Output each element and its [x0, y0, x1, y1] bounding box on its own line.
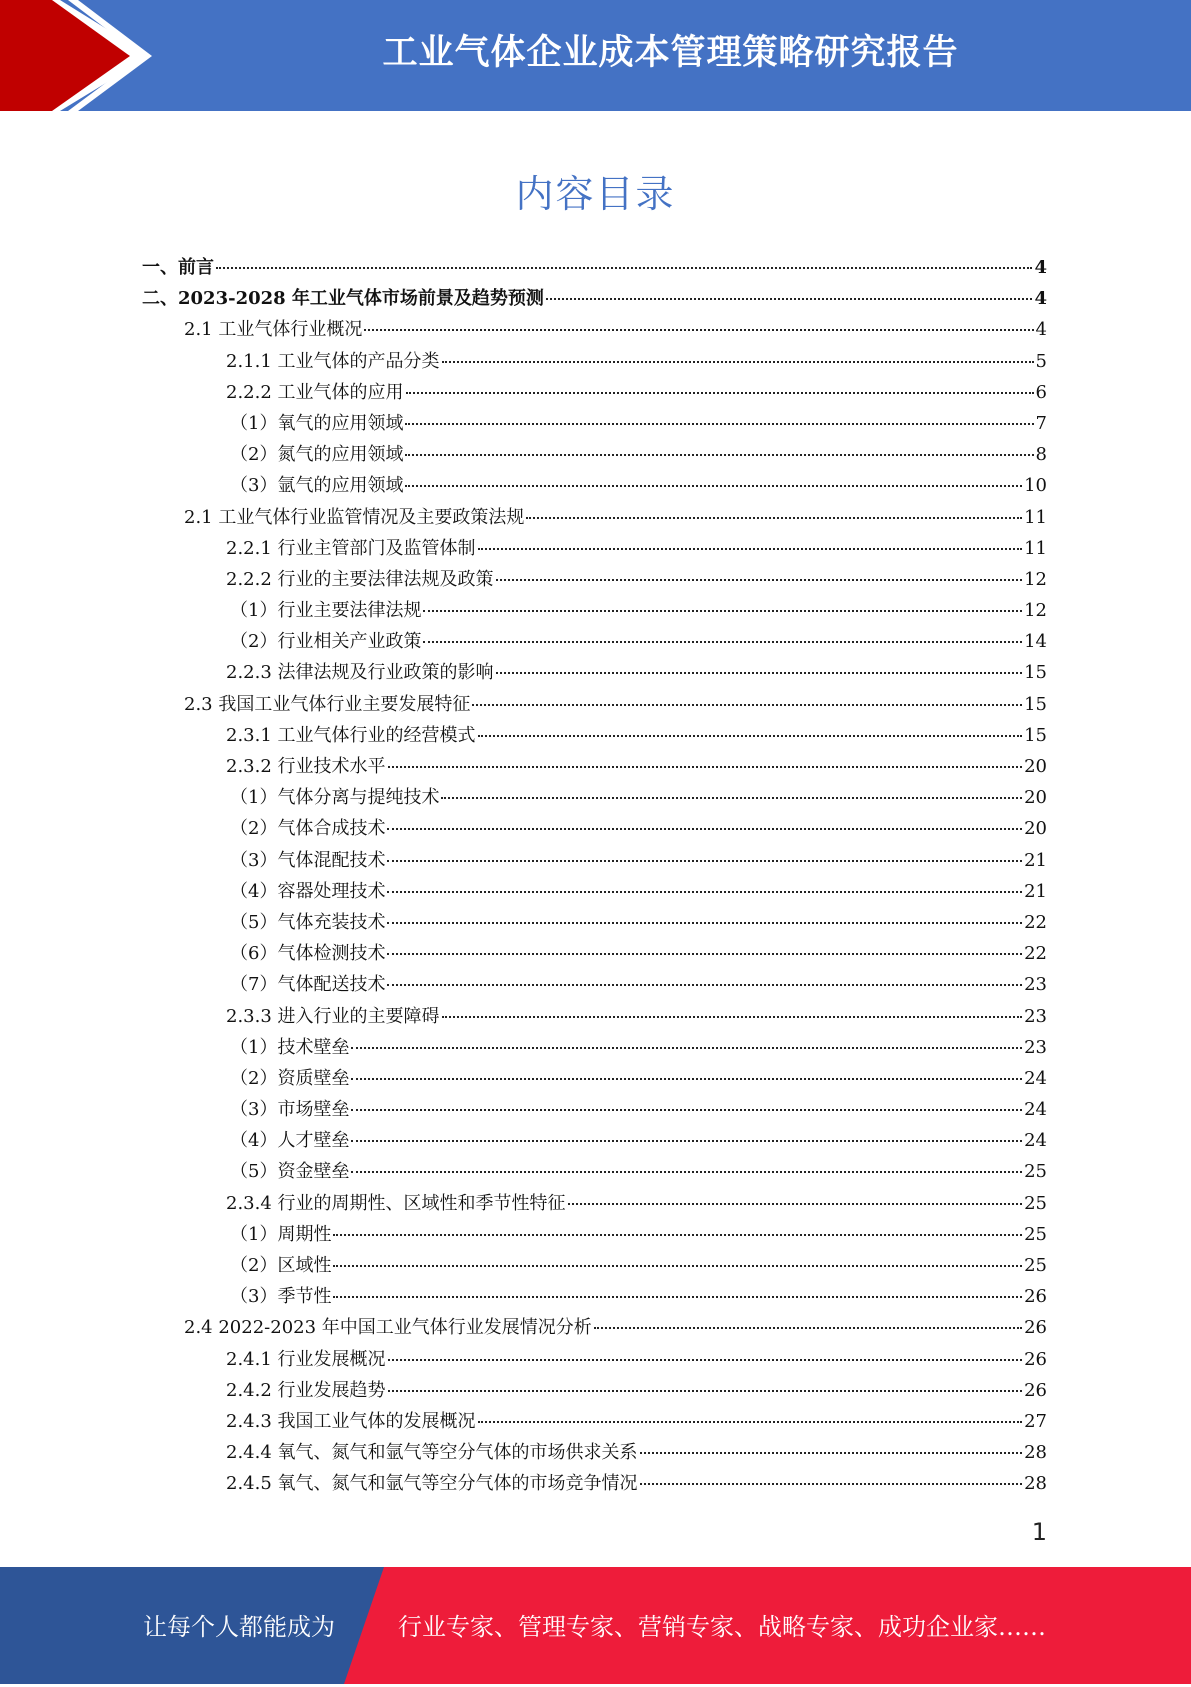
toc-entry-label: （2）行业相关产业政策: [230, 631, 422, 653]
toc-entry-label: （1）行业主要法律法规: [230, 600, 422, 622]
toc-dot-leader: [423, 641, 1022, 643]
toc-entry[interactable]: [142, 970, 1047, 1001]
toc-entry-page: 6: [1035, 381, 1047, 403]
toc-entry-page: 14: [1024, 631, 1047, 653]
toc-entry[interactable]: [142, 1189, 1047, 1220]
toc-entry-label: 2.1 工业气体行业概况: [184, 319, 363, 341]
toc-entry[interactable]: [142, 1251, 1047, 1282]
toc-entry-label: （4）人才壁垒: [230, 1130, 350, 1152]
toc-entry-page: 8: [1035, 444, 1047, 466]
page-number: 1: [1031, 1518, 1047, 1546]
toc-entry-label: （4）容器处理技术: [230, 880, 386, 902]
toc-entry-page: 25: [1024, 1192, 1047, 1214]
page-footer: [0, 1567, 1191, 1684]
toc-dot-leader: [442, 1016, 1023, 1018]
toc-dot-leader: [333, 1296, 1022, 1298]
toc-dot-leader: [594, 1327, 1022, 1329]
toc-entry[interactable]: [142, 1220, 1047, 1251]
toc-dot-leader: [351, 1140, 1022, 1142]
toc-dot-leader: [216, 267, 1032, 269]
toc-entry[interactable]: [142, 939, 1047, 970]
toc-entry[interactable]: [142, 565, 1047, 596]
toc-entry-page: 26: [1024, 1317, 1047, 1339]
toc-entry-page: 25: [1024, 1161, 1047, 1183]
toc-entry-page: 22: [1024, 943, 1047, 965]
toc-entry-label: 2.4.3 我国工业气体的发展概况: [226, 1410, 476, 1432]
toc-entry-page: 11: [1024, 537, 1047, 559]
toc-dot-leader: [388, 766, 1023, 768]
toc-dot-leader: [406, 392, 1034, 394]
toc-dot-leader: [387, 828, 1022, 830]
toc-dot-leader: [333, 1234, 1022, 1236]
toc-entry[interactable]: [142, 471, 1047, 502]
toc-dot-leader: [405, 454, 1033, 456]
toc-entry[interactable]: [142, 846, 1047, 877]
toc-entry-label: （1）周期性: [230, 1223, 332, 1245]
toc-entry[interactable]: [142, 534, 1047, 565]
toc-entry-label: 2.3 我国工业气体行业主要发展特征: [184, 693, 471, 715]
toc-entry[interactable]: [142, 814, 1047, 845]
toc-entry-label: 2.4 2022-2023 年中国工业气体行业发展情况分析: [184, 1317, 592, 1339]
toc-entry[interactable]: [142, 503, 1047, 534]
toc-entry-label: 2.3.3 进入行业的主要障碍: [226, 1005, 440, 1027]
toc-entry[interactable]: [142, 1313, 1047, 1344]
toc-dot-leader: [526, 517, 1022, 519]
toc-entry[interactable]: [142, 721, 1047, 752]
toc-entry[interactable]: [142, 1407, 1047, 1438]
toc-entry-page: 28: [1024, 1442, 1047, 1464]
toc-entry-label: （3）市场壁垒: [230, 1099, 350, 1121]
toc-entry[interactable]: [142, 690, 1047, 721]
toc-entry-page: 21: [1024, 880, 1047, 902]
toc-entry[interactable]: [142, 1033, 1047, 1064]
toc-entry-page: 25: [1024, 1223, 1047, 1245]
toc-dot-leader: [351, 1047, 1022, 1049]
toc-entry-label: 2.1 工业气体行业监管情况及主要政策法规: [184, 506, 525, 528]
toc-entry[interactable]: [142, 284, 1047, 315]
page-header: [0, 0, 1191, 111]
toc-dot-leader: [333, 1265, 1022, 1267]
toc-entry-label: 2.2.2 行业的主要法律法规及政策: [226, 568, 494, 590]
toc-entry-label: 2.2.2 工业气体的应用: [226, 381, 404, 403]
toc-entry-label: 2.3.1 工业气体行业的经营模式: [226, 724, 476, 746]
toc-dot-leader: [441, 797, 1022, 799]
toc-dot-leader: [405, 485, 1022, 487]
toc-dot-leader: [405, 423, 1033, 425]
table-of-contents: [142, 253, 1047, 1501]
toc-entry-page: 24: [1024, 1067, 1047, 1089]
toc-entry[interactable]: [142, 1376, 1047, 1407]
toc-entry-label: （1）技术壁垒: [230, 1036, 350, 1058]
toc-dot-leader: [640, 1483, 1023, 1485]
toc-dot-leader: [423, 610, 1022, 612]
toc-entry-page: 26: [1024, 1286, 1047, 1308]
toc-entry-page: 5: [1035, 350, 1047, 372]
toc-dot-leader: [568, 1203, 1023, 1205]
toc-entry-page: 12: [1024, 568, 1047, 590]
toc-entry-page: 15: [1024, 662, 1047, 684]
toc-dot-leader: [387, 860, 1022, 862]
toc-dot-leader: [478, 548, 1023, 550]
toc-entry[interactable]: [142, 1002, 1047, 1033]
toc-dot-leader: [364, 329, 1033, 331]
toc-entry[interactable]: [142, 1157, 1047, 1188]
toc-entry-page: 26: [1024, 1379, 1047, 1401]
toc-dot-leader: [387, 891, 1022, 893]
toc-entry-label: （3）气体混配技术: [230, 849, 386, 871]
toc-entry-label: 2.1.1 工业气体的产品分类: [226, 350, 440, 372]
toc-entry-label: 2.4.1 行业发展概况: [226, 1348, 386, 1370]
toc-entry-page: 4: [1035, 319, 1047, 341]
toc-entry-label: （1）氧气的应用领域: [230, 412, 404, 434]
toc-entry-label: （6）气体检测技术: [230, 943, 386, 965]
toc-entry[interactable]: [142, 378, 1047, 409]
toc-entry-page: 23: [1024, 974, 1047, 996]
toc-entry-page: 25: [1024, 1255, 1047, 1276]
toc-entry[interactable]: [142, 1469, 1047, 1500]
toc-entry-page: 24: [1024, 1130, 1047, 1152]
toc-entry-page: 28: [1024, 1473, 1047, 1495]
toc-entry-page: 23: [1024, 1005, 1047, 1027]
toc-dot-leader: [496, 672, 1023, 674]
toc-entry[interactable]: [142, 783, 1047, 814]
toc-dot-leader: [496, 579, 1023, 581]
toc-entry-page: 22: [1024, 911, 1047, 933]
footer-slogan-left: 让每个人都能成为: [143, 1613, 335, 1641]
toc-entry-label: 2.3.2 行业技术水平: [226, 756, 386, 777]
toc-entry-page: 15: [1024, 724, 1047, 746]
toc-entry-page: 20: [1024, 787, 1047, 809]
toc-entry[interactable]: [142, 627, 1047, 658]
toc-entry[interactable]: [142, 908, 1047, 939]
toc-entry-label: 二、2023-2028 年工业气体市场前景及趋势预测: [142, 288, 544, 310]
toc-entry-label: （3）氩气的应用领域: [230, 475, 404, 497]
report-title: 工业气体企业成本管理策略研究报告: [382, 33, 959, 73]
toc-entry-label: （2）气体合成技术: [230, 818, 386, 840]
toc-entry[interactable]: [142, 315, 1047, 346]
toc-entry-label: （2）区域性: [230, 1255, 332, 1276]
toc-entry[interactable]: [142, 347, 1047, 378]
toc-entry[interactable]: [142, 1126, 1047, 1157]
toc-entry[interactable]: [142, 409, 1047, 440]
toc-entry[interactable]: [142, 877, 1047, 908]
toc-dot-leader: [478, 735, 1023, 737]
toc-entry-page: 26: [1024, 1348, 1047, 1370]
toc-entry-page: 21: [1024, 849, 1047, 871]
toc-entry-label: 一、前言: [142, 257, 214, 278]
toc-dot-leader: [387, 922, 1022, 924]
toc-entry-page: 24: [1024, 1099, 1047, 1121]
toc-entry-page: 11: [1024, 506, 1047, 528]
toc-entry-page: 4: [1034, 257, 1047, 278]
toc-entry-page: 10: [1024, 475, 1047, 497]
toc-dot-leader: [442, 361, 1034, 363]
toc-entry-label: （2）氮气的应用领域: [230, 444, 404, 466]
toc-entry[interactable]: [142, 1345, 1047, 1376]
toc-dot-leader: [472, 704, 1022, 706]
toc-entry-label: 2.2.3 法律法规及行业政策的影响: [226, 662, 494, 684]
footer-slogan-right: 行业专家、管理专家、营销专家、战略专家、成功企业家……: [398, 1613, 1046, 1641]
toc-entry[interactable]: [142, 1064, 1047, 1095]
toc-dot-leader: [388, 1359, 1023, 1361]
toc-entry[interactable]: [142, 253, 1047, 284]
toc-entry-label: 2.3.4 行业的周期性、区域性和季节性特征: [226, 1192, 566, 1214]
toc-entry-page: 20: [1024, 756, 1047, 777]
toc-entry-label: （5）气体充装技术: [230, 911, 386, 933]
toc-entry-label: （7）气体配送技术: [230, 974, 386, 996]
toc-entry[interactable]: [142, 596, 1047, 627]
toc-entry-page: 23: [1024, 1036, 1047, 1058]
toc-entry-label: 2.4.4 氧气、氮气和氩气等空分气体的市场供求关系: [226, 1442, 638, 1464]
toc-entry-label: （3）季节性: [230, 1286, 332, 1308]
toc-entry[interactable]: [142, 658, 1047, 689]
toc-entry-label: （5）资金壁垒: [230, 1161, 350, 1183]
toc-dot-leader: [640, 1452, 1023, 1454]
toc-entry-page: 7: [1035, 412, 1047, 434]
toc-entry-page: 4: [1034, 288, 1047, 310]
toc-entry-label: 2.4.5 氧气、氮气和氩气等空分气体的市场竞争情况: [226, 1473, 638, 1495]
toc-dot-leader: [387, 984, 1022, 986]
toc-entry[interactable]: [142, 1438, 1047, 1469]
toc-dot-leader: [388, 1390, 1023, 1392]
toc-entry-label: 2.4.2 行业发展趋势: [226, 1379, 386, 1401]
header-arrow-decoration: [0, 0, 160, 111]
toc-entry-page: 12: [1024, 600, 1047, 622]
toc-dot-leader: [351, 1078, 1022, 1080]
toc-entry-label: （2）资质壁垒: [230, 1067, 350, 1089]
toc-entry-label: （1）气体分离与提纯技术: [230, 787, 440, 809]
toc-dot-leader: [351, 1171, 1022, 1173]
toc-entry-page: 15: [1024, 693, 1047, 715]
toc-dot-leader: [546, 298, 1033, 300]
toc-entry[interactable]: [142, 1282, 1047, 1313]
toc-dot-leader: [351, 1109, 1022, 1111]
toc-dot-leader: [478, 1421, 1023, 1423]
toc-entry-page: 20: [1024, 818, 1047, 840]
toc-entry-page: 27: [1024, 1410, 1047, 1432]
toc-entry[interactable]: [142, 1095, 1047, 1126]
toc-entry-label: 2.2.1 行业主管部门及监管体制: [226, 537, 476, 559]
toc-dot-leader: [387, 953, 1022, 955]
toc-entry[interactable]: [142, 440, 1047, 471]
toc-heading: 内容目录: [515, 172, 676, 216]
toc-entry[interactable]: [142, 752, 1047, 783]
